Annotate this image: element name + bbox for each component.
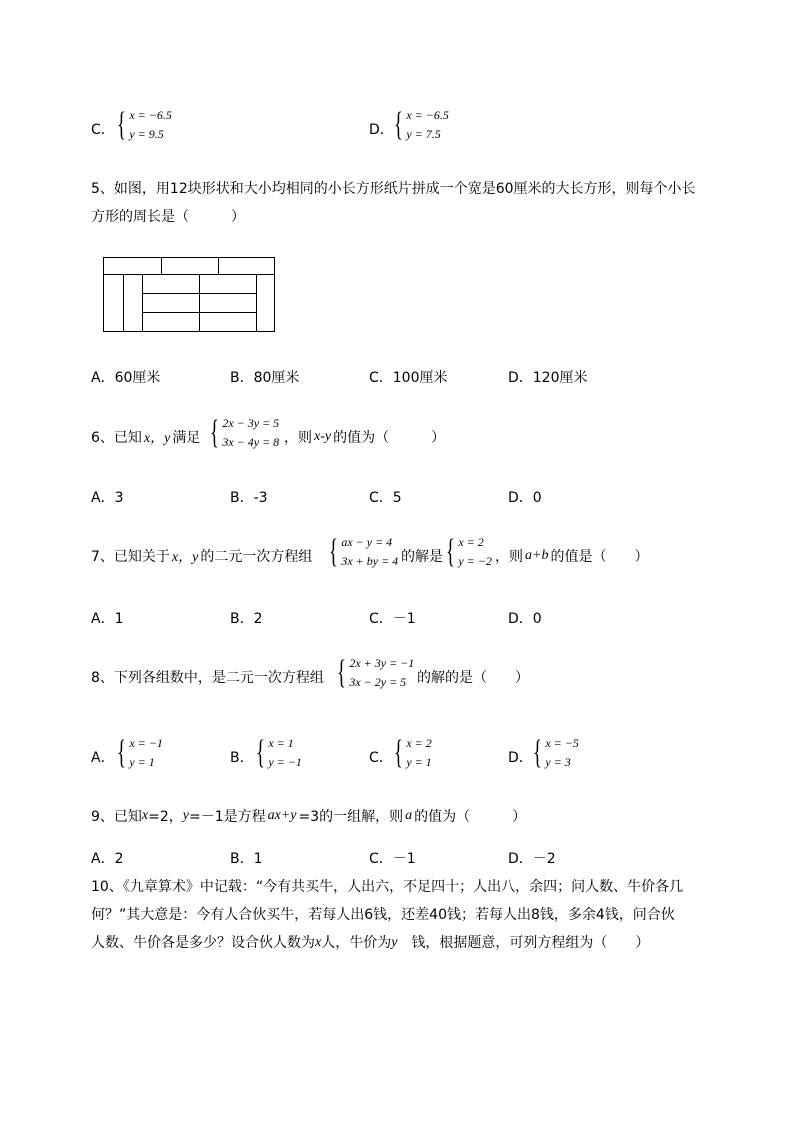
option-a[interactable]: A．60厘米 [91, 370, 161, 386]
eq-line: 2x + 3y = −1 [349, 656, 415, 670]
question-text: =2， [148, 809, 183, 825]
question-8-tail: 的解的是（ ） [417, 670, 529, 686]
brace-icon: { [117, 734, 126, 771]
eq-line: 3x − 4y = 8 [222, 435, 280, 449]
brace-icon: { [394, 106, 403, 143]
option-c-prev[interactable] [91, 119, 115, 139]
option-c[interactable]: C．－1 [369, 851, 416, 867]
figure-line [142, 274, 143, 331]
brace-icon: { [394, 734, 403, 771]
figure-line [142, 312, 256, 313]
option-a[interactable]: A．2 [91, 851, 124, 867]
question-6-tail [284, 427, 445, 447]
eq-line: 3x − 2y = 5 [349, 675, 407, 689]
option-c-system [117, 106, 172, 144]
math-expr: ax+y [267, 808, 297, 823]
question-text: 7、已知关于 [91, 549, 170, 565]
question-text: 的值为（ ） [414, 809, 527, 825]
question-text: 5、如图，用12块形状和大小均相同的小长方形纸片拼成一个宽是60厘米的大长方形，则每个小长 [91, 181, 696, 197]
eq-line: x = −1 [129, 736, 163, 750]
option-b[interactable] [230, 747, 254, 767]
question-text: 方形的周长是（ ） [91, 209, 245, 225]
option-d-system [394, 106, 449, 144]
option-d-system [533, 734, 579, 772]
eq-line: x = −6.5 [406, 108, 449, 122]
option-a[interactable]: A．3 [91, 490, 124, 506]
option-letter: C． [369, 750, 393, 766]
option-c-system [394, 734, 432, 772]
brace-icon: { [446, 533, 455, 570]
rectangle-figure [103, 257, 275, 332]
option-d[interactable]: D．0 [508, 490, 542, 506]
option-b[interactable]: B．2 [230, 611, 263, 627]
math-vars: x，y [171, 550, 199, 565]
eq-line: x = −6.5 [129, 108, 172, 122]
question-text: 满足 [172, 430, 201, 446]
figure-line [123, 274, 124, 331]
question-text: 人，牛价为 [321, 935, 392, 951]
figure-line [218, 258, 219, 274]
question-text: =－1是方程 [189, 809, 266, 825]
figure-line [142, 293, 256, 294]
eq-line: y = 9.5 [129, 127, 164, 141]
option-b[interactable]: B．80厘米 [230, 370, 300, 386]
question-8: 8、下列各组数中，是二元一次方程组 [91, 670, 324, 686]
option-letter: D． [508, 750, 533, 766]
eq-line: x = 2 [458, 535, 484, 549]
q7-system [329, 533, 398, 571]
math-var: y [391, 935, 398, 950]
question-text: 钱，根据题意，可列方程组为（ ） [397, 935, 650, 951]
figure-line [199, 274, 200, 331]
option-letter: A． [91, 750, 115, 766]
math-expr: a+b [525, 548, 549, 563]
eq-line: y = −1 [268, 755, 302, 769]
question-text: 9、已知 [91, 809, 142, 825]
question-text: ，则 [284, 430, 312, 446]
question-text: 何？”其大意是：今有人合伙买牛，若每人出6钱，还差40钱；若每人出8钱，多余4钱，问合伙 [91, 907, 675, 923]
math-var: a [405, 808, 413, 823]
brace-icon: { [256, 734, 265, 771]
eq-line: y = 7.5 [406, 127, 441, 141]
option-d[interactable] [508, 747, 533, 767]
option-letter: B． [230, 750, 254, 766]
question-text: 10、《九章算术》中记载：“今有共买牛，人出六，不足四十；人出八，余四；问人数、牛价各几 [91, 879, 684, 895]
figure-line [256, 274, 257, 331]
figure-line [161, 258, 162, 274]
eq-line: 2x − 3y = 5 [222, 416, 280, 430]
brace-icon: { [533, 734, 542, 771]
question-text-line [91, 929, 741, 957]
option-a[interactable] [91, 747, 115, 767]
question-9 [91, 806, 526, 826]
question-7 [91, 546, 312, 566]
question-text: 的二元一次方程组 [200, 549, 313, 565]
option-d[interactable]: D．－2 [508, 851, 556, 867]
eq-line: y = −2 [458, 554, 492, 568]
option-c[interactable] [369, 747, 393, 767]
question-text: =3的一组解，则 [298, 809, 404, 825]
math-expr: x-y [314, 429, 332, 444]
option-c[interactable]: C．－1 [369, 611, 416, 627]
eq-line: x = 2 [406, 736, 432, 750]
option-d[interactable]: D．120厘米 [508, 370, 588, 386]
question-5 [91, 175, 741, 231]
brace-icon: { [337, 654, 346, 691]
eq-line: x = −5 [545, 736, 579, 750]
eq-line: x = 1 [268, 736, 294, 750]
question-10 [91, 873, 741, 957]
question-7-tail [495, 546, 648, 566]
eq-line: ax − y = 4 [341, 535, 393, 549]
question-text: 6、已知 [91, 430, 142, 446]
question-6 [91, 427, 200, 447]
option-d-prev[interactable] [369, 119, 394, 139]
question-text: 人数、牛价各是多少？设合伙人数为 [91, 935, 315, 951]
question-text: ，则 [495, 549, 523, 565]
eq-line: 3x + by = 4 [341, 554, 399, 568]
option-a-system [117, 734, 163, 772]
brace-icon: { [329, 533, 338, 570]
option-c[interactable]: C．100厘米 [369, 370, 448, 386]
brace-icon: { [210, 414, 219, 451]
option-b-system [256, 734, 302, 772]
eq-line: y = 3 [545, 755, 571, 769]
brace-icon: { [117, 106, 126, 143]
option-b[interactable]: B．-3 [230, 490, 268, 506]
option-letter: D． [369, 122, 394, 138]
option-c[interactable]: C．5 [369, 490, 402, 506]
q8-system [337, 654, 414, 692]
eq-line: y = 1 [129, 755, 155, 769]
q6-system [210, 414, 279, 452]
math-var: y [182, 808, 189, 823]
math-var: x [315, 935, 322, 950]
figure-line [104, 274, 274, 275]
option-b[interactable]: B．1 [230, 851, 263, 867]
question-text: 的值是（ ） [550, 549, 649, 565]
option-letter: C． [91, 122, 115, 138]
q7-solution [446, 533, 492, 571]
question-text: 的值为（ ） [333, 430, 446, 446]
eq-line: y = 1 [406, 755, 432, 769]
question-7-mid: 的解是 [401, 549, 443, 565]
option-d[interactable]: D．0 [508, 611, 542, 627]
math-var: x [141, 808, 149, 823]
option-a[interactable]: A．1 [91, 611, 124, 627]
math-vars: x，y [143, 431, 171, 446]
